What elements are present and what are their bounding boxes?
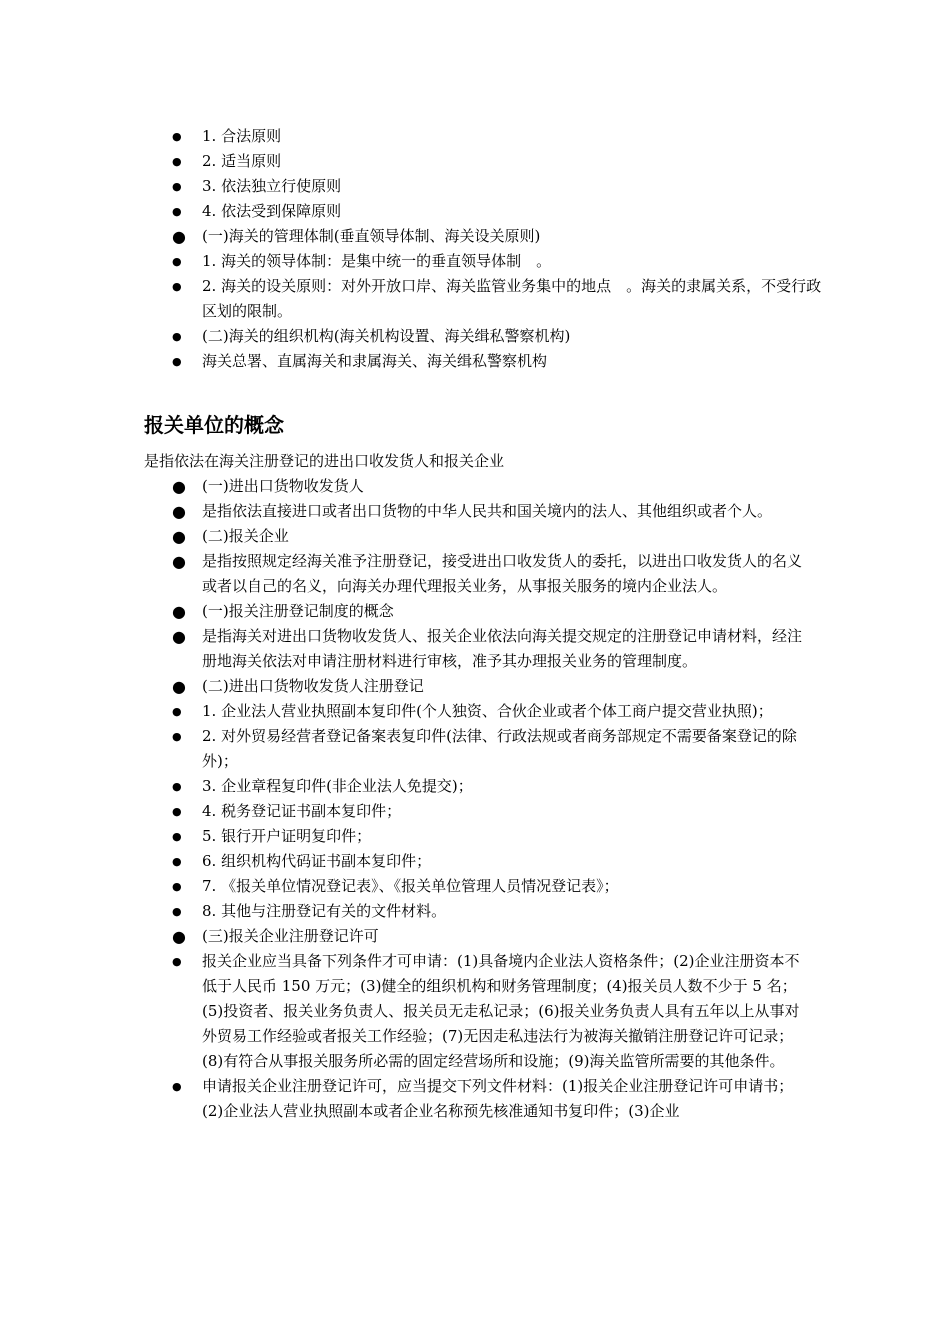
list-item — [172, 899, 812, 924]
list-item — [172, 849, 812, 874]
list-item-text: 4. 依法受到保障原则 — [202, 202, 342, 220]
bullet-icon: ● — [172, 155, 182, 168]
list-item — [172, 949, 812, 1074]
declaration-unit-list — [172, 474, 812, 1124]
bullet-icon: ● — [172, 1080, 182, 1093]
list-item — [172, 149, 832, 174]
principles-list — [172, 124, 832, 374]
list-item-text: (二)报关企业 — [202, 527, 289, 545]
list-item — [172, 499, 812, 524]
bullet-icon: ● — [172, 205, 182, 218]
bullet-icon: ● — [172, 905, 182, 918]
list-item — [172, 1074, 812, 1124]
intro-paragraph: 是指依法在海关注册登记的进出口收发货人和报关企业 — [144, 452, 505, 470]
bullet-icon: ● — [172, 677, 186, 696]
section-heading: 报关单位的概念 — [144, 413, 284, 437]
bullet-icon: ● — [172, 130, 182, 143]
list-item — [172, 224, 832, 249]
bullet-icon: ● — [172, 527, 186, 546]
bullet-icon: ● — [172, 255, 182, 268]
bullet-icon: ● — [172, 855, 182, 868]
bullet-icon: ● — [172, 955, 182, 968]
list-item-text: (三)报关企业注册登记许可 — [202, 927, 379, 945]
bullet-icon: ● — [172, 927, 186, 946]
list-item — [172, 524, 812, 549]
list-item-text: 3. 企业章程复印件(非企业法人免提交)； — [202, 777, 473, 795]
list-item — [172, 324, 832, 349]
list-item — [172, 474, 812, 499]
list-item — [172, 624, 812, 674]
list-item-text: 是指按照规定经海关准予注册登记，接受进出口收发货人的委托，以进出口收发货人的名义或者以自己的名义，向海关办理代理报关业务，从事报关服务的境内企业法人。 — [202, 552, 803, 595]
list-item-text: 2. 海关的设关原则：对外开放口岸、海关监管业务集中的地点 。海关的隶属关系，不受行政区划的限制。 — [202, 277, 822, 320]
list-item-text: 是指海关对进出口货物收发货人、报关企业依法向海关提交规定的注册登记申请材料，经注册地海关依法对申请注册材料进行审核，准予其办理报关业务的管理制度。 — [202, 627, 803, 670]
bullet-icon: ● — [172, 502, 186, 521]
list-item — [172, 599, 812, 624]
bullet-icon: ● — [172, 552, 186, 571]
list-item — [172, 549, 812, 599]
list-item-text: 报关企业应当具备下列条件才可申请：(1)具备境内企业法人资格条件；(2)企业注册资本不低于人民币 150 万元；(3)健全的组织机构和财务管理制度；(4)报关员人数不少于 5 名；(5)投资者、报关业务负责人、报关员无走私记录；(6)报关业务负责人具有五年以上从事对外贸易工作经验或者报关工作经验；(7)无因走私违法行为被海关撤销注册登记许可记录；(8)有符合从事报关服务所必需的固定经营场所和设施；(9)海关监管所需要的其他条件。 — [202, 952, 800, 1070]
bullet-icon: ● — [172, 730, 182, 743]
bullet-icon: ● — [172, 227, 186, 246]
list-item — [172, 824, 812, 849]
list-item — [172, 699, 812, 724]
list-item-text: 4. 税务登记证书副本复印件； — [202, 802, 402, 820]
list-item-text: 申请报关企业注册登记许可，应当提交下列文件材料：(1)报关企业注册登记许可申请书；(2)企业法人营业执照副本或者企业名称预先核准通知书复印件；(3)企业 — [202, 1077, 794, 1120]
list-item — [172, 874, 812, 899]
bullet-icon: ● — [172, 602, 186, 621]
list-item-text: 1. 企业法人营业执照副本复印件(个人独资、合伙企业或者个体工商户提交营业执照)； — [202, 702, 773, 720]
bullet-icon: ● — [172, 780, 182, 793]
list-item — [172, 274, 832, 324]
list-item — [172, 774, 812, 799]
list-item — [172, 199, 832, 224]
list-item — [172, 724, 812, 774]
bullet-icon: ● — [172, 805, 182, 818]
list-item — [172, 349, 832, 374]
list-item-text: (一)报关注册登记制度的概念 — [202, 602, 394, 620]
list-item-text: (二)进出口货物收发货人注册登记 — [202, 677, 424, 695]
bullet-icon: ● — [172, 280, 182, 293]
bullet-icon: ● — [172, 830, 182, 843]
list-item — [172, 124, 832, 149]
list-item-text: 2. 适当原则 — [202, 152, 282, 170]
list-item-text: 1. 海关的领导体制：是集中统一的垂直领导体制 。 — [202, 252, 552, 270]
list-item-text: (一)海关的管理体制(垂直领导体制、海关设关原则) — [202, 227, 541, 245]
bullet-icon: ● — [172, 477, 186, 496]
bullet-icon: ● — [172, 627, 186, 646]
list-item-text: 3. 依法独立行使原则 — [202, 177, 342, 195]
bullet-icon: ● — [172, 355, 182, 368]
list-item-text: 7. 《报关单位情况登记表》、《报关单位管理人员情况登记表》； — [202, 877, 619, 895]
list-item — [172, 924, 812, 949]
list-item-text: 是指依法直接进口或者出口货物的中华人民共和国关境内的法人、其他组织或者个人。 — [202, 502, 773, 520]
bullet-icon: ● — [172, 180, 182, 193]
list-item — [172, 249, 832, 274]
bullet-icon: ● — [172, 705, 182, 718]
list-item-text: 海关总署、直属海关和隶属海关、海关缉私警察机构 — [202, 352, 548, 370]
bullet-icon: ● — [172, 880, 182, 893]
list-item-text: 5. 银行开户证明复印件； — [202, 827, 372, 845]
list-item-text: 2. 对外贸易经营者登记备案表复印件(法律、行政法规或者商务部规定不需要备案登记的除外)； — [202, 727, 797, 770]
list-item — [172, 799, 812, 824]
list-item-text: 6. 组织机构代码证书副本复印件； — [202, 852, 432, 870]
list-item — [172, 674, 812, 699]
list-item — [172, 174, 832, 199]
list-item-text: (二)海关的组织机构(海关机构设置、海关缉私警察机构) — [202, 327, 571, 345]
list-item-text: 1. 合法原则 — [202, 127, 282, 145]
list-item-text: 8. 其他与注册登记有关的文件材料。 — [202, 902, 447, 920]
list-item-text: (一)进出口货物收发货人 — [202, 477, 364, 495]
bullet-icon: ● — [172, 330, 182, 343]
